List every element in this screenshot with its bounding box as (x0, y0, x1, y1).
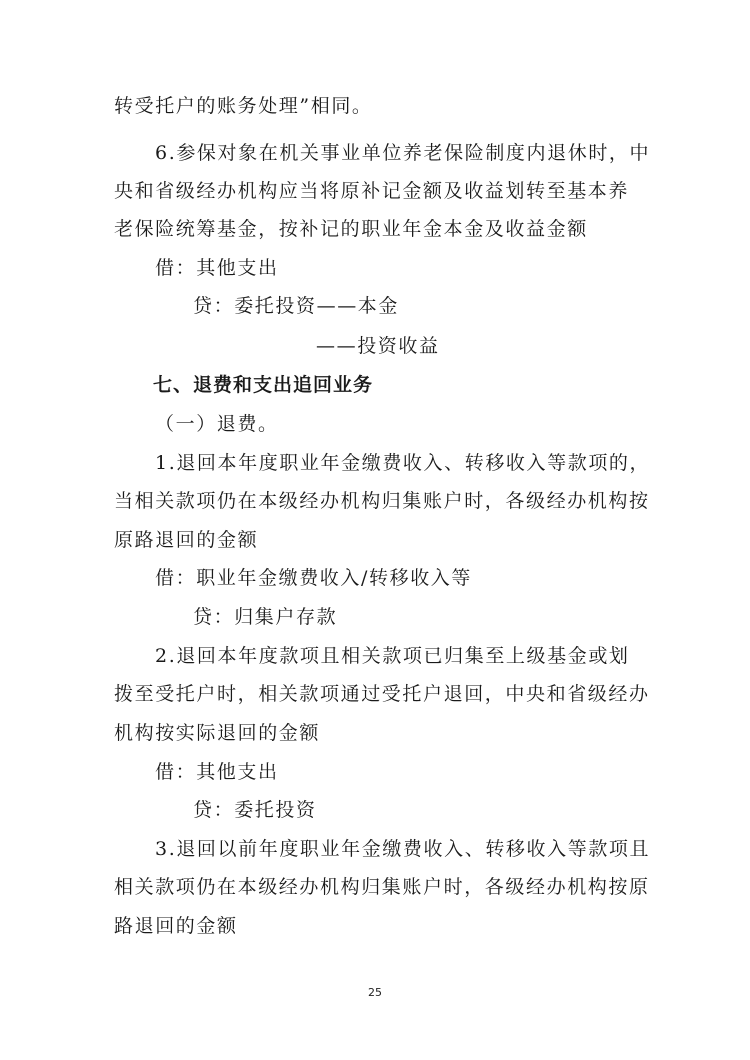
text-line: 转受托户的账务处理”相同。 (114, 95, 373, 117)
page-number: 25 (368, 986, 382, 999)
text-line: 借：其他支出 (155, 257, 279, 279)
text-line: 当相关款项仍在本级经办机构归集账户时，各级经办机构按 (114, 490, 650, 512)
text-line: 机构按实际退回的金额 (114, 722, 321, 744)
text-line: 6.参保对象在机关事业单位养老保险制度内退休时，中 (155, 142, 651, 164)
text-line: 贷：委托投资 (193, 799, 317, 821)
section-heading: 七、退费和支出追回业务 (153, 374, 374, 396)
text-line: 借：职业年金缴费收入/转移收入等 (155, 567, 473, 589)
text-line: 原路退回的金额 (114, 529, 259, 551)
text-line: 3.退回以前年度职业年金缴费收入、转移收入等款项且 (155, 838, 651, 860)
text-line: 贷：归集户存款 (193, 606, 338, 628)
text-line: 央和省级经办机构应当将原补记金额及收益划转至基本养 (114, 180, 630, 202)
text-line: 1.退回本年度职业年金缴费收入、转移收入等款项的， (155, 452, 651, 474)
text-line: 拨至受托户时，相关款项通过受托户退回，中央和省级经办 (114, 683, 650, 705)
text-line: 贷：委托投资——本金 (193, 295, 400, 317)
text-line: 老保险统筹基金，按补记的职业年金本金及收益金额 (114, 218, 588, 240)
text-line: ——投资收益 (316, 335, 440, 357)
text-line: 借：其他支出 (155, 761, 279, 783)
subsection-heading: （一）退费。 (155, 413, 279, 435)
text-line: 2.退回本年度款项且相关款项已归集至上级基金或划 (155, 645, 630, 667)
text-line: 路退回的金额 (114, 915, 238, 937)
text-line: 相关款项仍在本级经办机构归集账户时，各级经办机构按原 (114, 876, 650, 898)
